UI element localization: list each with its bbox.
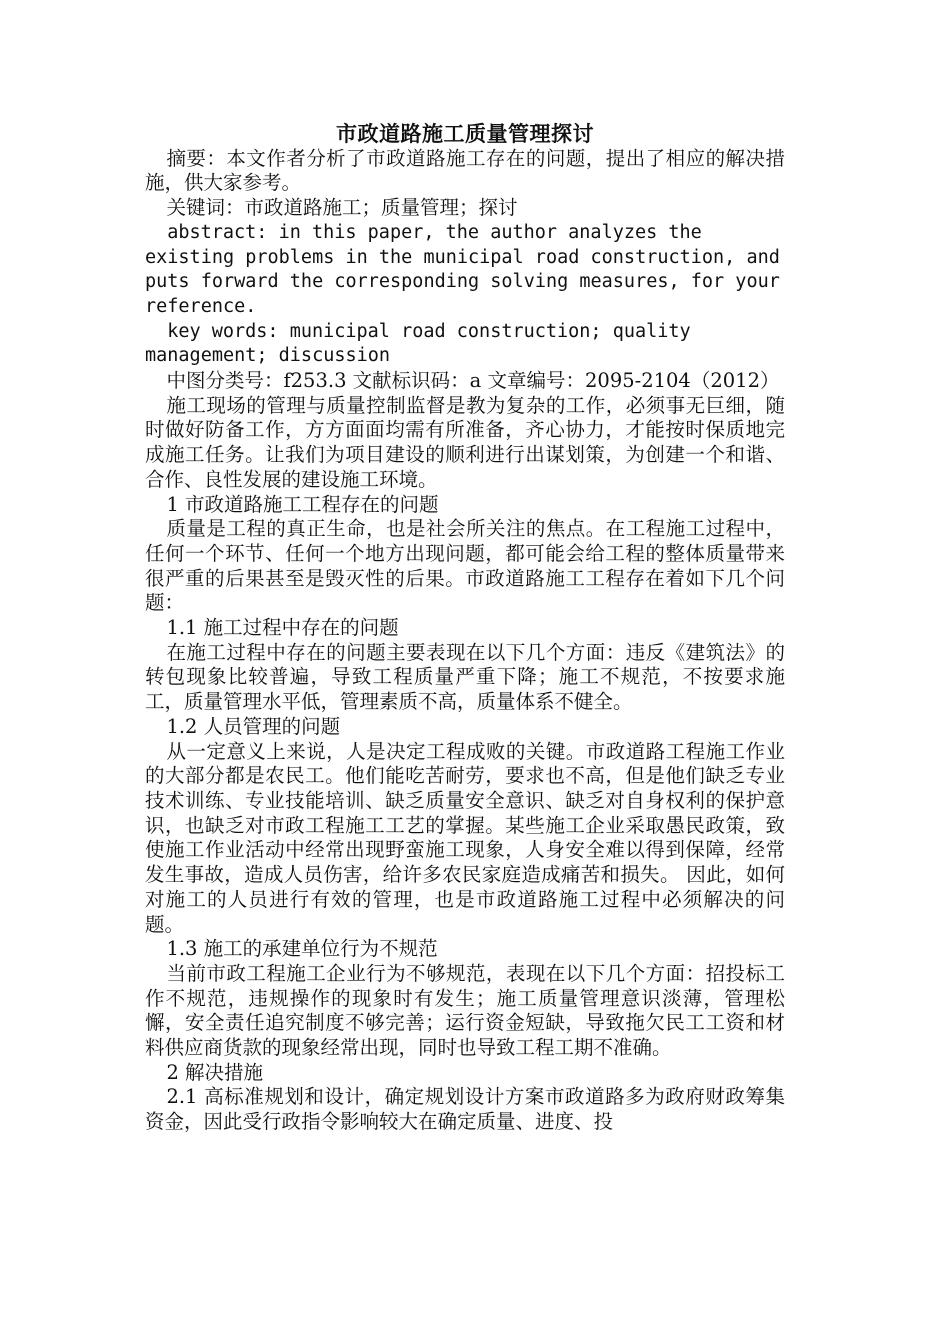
section-1-2-heading: 1.2 人员管理的问题 [166,714,341,738]
section-1-3-heading: 1.3 施工的承建单位行为不规范 [166,937,438,961]
section-1-2-body: 从一定意义上来说，人是决定工程成败的关键。市政道路工程施工作业的大部分都是农民工。他们能吃苦耐劳，要求也不高，但是他们缺乏专业技术训练、专业技能培训、缺乏质量安全意识、缺乏对自身权利的保护意识，也缺乏对市政工程施工工艺的掌握。某些施工企业采取愚民政策，致使施工作业活动中经常出现野蛮施工现象，人身安全难以得到保障，经常发生事故，造成人员伤害，给许多农民家庭造成痛苦和损失。 因此，如何对施工的人员进行有效的管理，也是市政道路施工过程中必须解决的问题。 [145,739,785,936]
section-1-heading: 1 市政道路施工工程存在的问题 [166,492,439,516]
classification-line: 中图分类号：f253.3 文献标识码：a 文章编号：2095-2104（2012） [166,369,780,393]
abstract-cn: 摘要：本文作者分析了市政道路施工存在的问题，提出了相应的解决措施，供大家参考。 [145,146,785,195]
keywords-cn: 关键词：市政道路施工；质量管理；探讨 [166,196,518,220]
document-page [145,122,785,1135]
section-2-heading: 2 解决措施 [166,1060,264,1084]
intro-paragraph: 施工现场的管理与质量控制监督是教为复杂的工作，必须事无巨细，随时做好防备工作，方方面面均需有所准备，齐心协力，才能按时保质地完成施工任务。让我们为项目建设的顺利进行出谋划策，为创建一个和谐、合作、良性发展的建设施工环境。 [145,393,785,491]
abstract-en: abstract: in this paper, the author analyzes the existing problems in the municipal road construction, and puts forward the corresponding solving measures, for your reference. [145,221,780,317]
document-title: 市政道路施工质量管理探讨 [336,121,594,146]
section-2-1-body: 2.1 高标准规划和设计，确定规划设计方案市政道路多为政府财政筹集资金，因此受行政指令影响较大在确定质量、进度、投 [145,1085,785,1134]
keywords-en: key words: municipal road construction; quality management; discussion [145,320,691,367]
section-1-1-body: 在施工过程中存在的问题主要表现在以下几个方面：违反《建筑法》的转包现象比较普遍，导致工程质量严重下降；施工不规范，不按要求施工，质量管理水平低，管理素质不高，质量体系不健全。 [145,640,785,714]
section-1-body: 质量是工程的真正生命，也是社会所关注的焦点。在工程施工过程中，任何一个环节、任何一个地方出现问题，都可能会给工程的整体质量带来很严重的后果甚至是毁灭性的后果。市政道路施工工程存在着如下几个问题： [145,517,785,615]
section-1-3-body: 当前市政工程施工企业行为不够规范，表现在以下几个方面：招投标工作不规范，违规操作的现象时有发生；施工质量管理意识淡薄，管理松懈，安全责任追究制度不够完善；运行资金短缺，导致拖欠民工工资和材料供应商货款的现象经常出现，同时也导致工程工期不准确。 [145,961,785,1060]
section-1-1-heading: 1.1 施工过程中存在的问题 [166,616,399,640]
